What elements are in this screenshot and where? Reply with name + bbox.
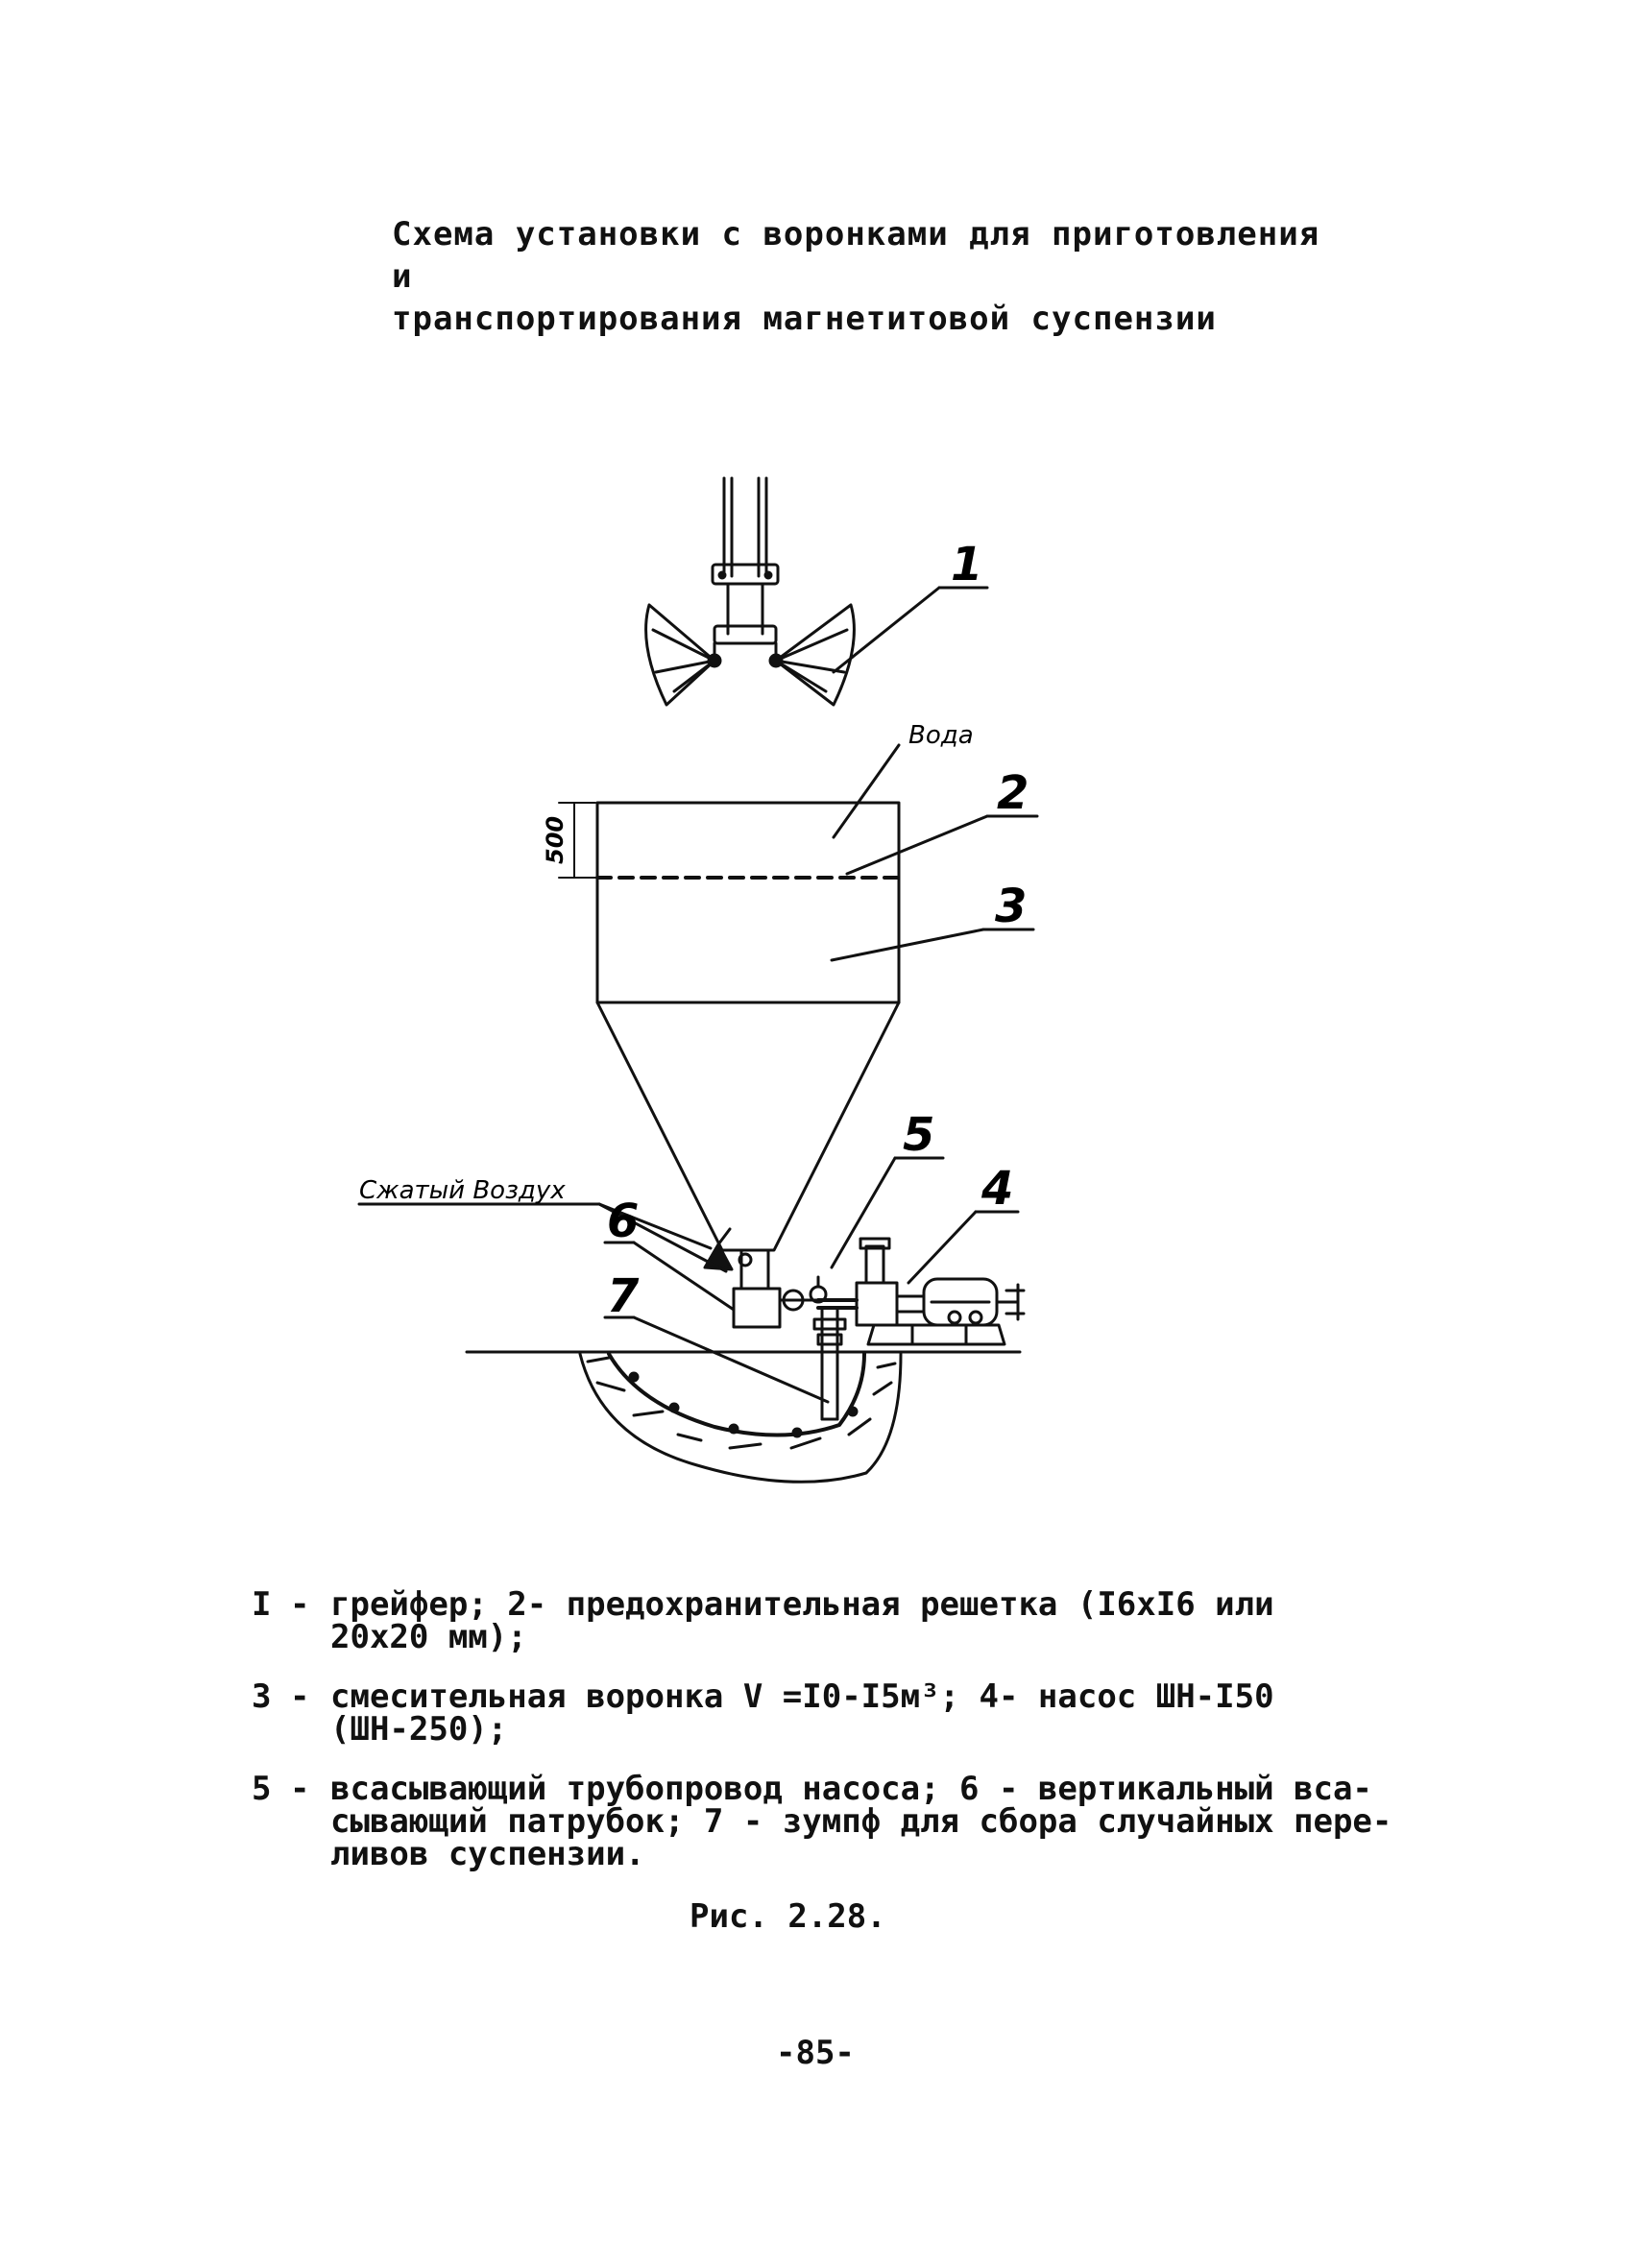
outlet-valve: [734, 1250, 818, 1327]
label-2: 2: [997, 766, 1029, 820]
label-water: Вода: [908, 721, 974, 750]
legend-text: смесительная воронка V =I0-I5м³; 4- насос ШН-I50: [330, 1677, 1274, 1716]
legend-number: 3: [252, 1677, 272, 1716]
page-number: -85-: [776, 2034, 855, 2072]
title-line-2: транспортирования магнетитовой суспензии: [392, 300, 1217, 338]
figure-caption: Рис. 2.28.: [690, 1897, 886, 1936]
legend-text: ливов суспензии.: [330, 1835, 645, 1873]
legend-number: I: [252, 1585, 272, 1624]
label-6: 6: [607, 1194, 640, 1248]
dimension-500: 500: [542, 815, 569, 864]
legend-item: [252, 1677, 1404, 1749]
legend-dash: -: [290, 1677, 310, 1716]
legend-text: сывающий патрубок; 7 - зумпф для сбора случайных пере-: [330, 1802, 1392, 1841]
legend: [252, 1585, 1404, 1897]
sump: [580, 1354, 901, 1482]
title-line-1: Схема установки с воронками для приготовления и: [392, 215, 1320, 296]
legend-item: [252, 1770, 1404, 1873]
label-3: 3: [995, 880, 1028, 933]
legend-text: 20х20 мм);: [330, 1618, 527, 1656]
label-compressed-air: Сжатый Воздух: [359, 1176, 566, 1205]
label-4: 4: [981, 1162, 1014, 1216]
legend-text: (ШН-250);: [330, 1710, 508, 1749]
label-5: 5: [903, 1108, 935, 1162]
label-7: 7: [607, 1269, 640, 1323]
legend-dash: -: [290, 1585, 310, 1624]
mixing-funnel: [559, 803, 899, 1250]
legend-number: 5: [252, 1770, 272, 1808]
legend-item: [252, 1585, 1404, 1656]
pump: [857, 1239, 1024, 1344]
grab-bucket: [646, 478, 855, 705]
legend-dash: -: [290, 1770, 310, 1808]
legend-text: грейфер; 2- предохранительная решетка (I6хI6 или: [330, 1585, 1274, 1624]
legend-text: всасывающий трубопровод насоса; 6 - вертикальный вса-: [330, 1770, 1372, 1808]
label-1: 1: [951, 538, 983, 591]
